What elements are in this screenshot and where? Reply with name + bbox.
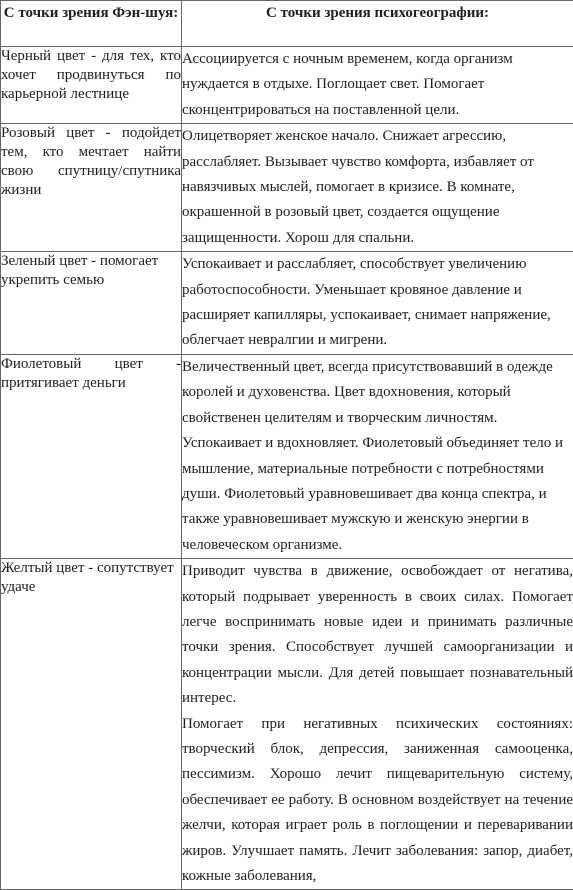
- psychogeography-cell: [182, 559, 573, 890]
- feng-shui-cell: Фиолетовый цвет - притягивает деньги: [1, 354, 182, 558]
- paragraph: Величественный цвет, всегда присутствовавший в одежде королей и духовенства. Цвет вдохновения, который свойственен целителям и творческим личностям. Успокаивает и вдохновляет. Фиолетовый объединяет тело и мышление, материальные потребности с потребностями души. Фиолетовый уравновешивает два конца спектра, и также уравновешивает мужскую и женскую энергии в человеческом организме.: [182, 355, 573, 558]
- feng-shui-cell: Розовый цвет - подойдет тем, кто мечтает найти свою спутницу/спутника жизни: [1, 124, 182, 252]
- paragraph: Помогает при негативных психических состояниях: творческий блок, депрессия, заниженная самооценка, пессимизм. Хорошо лечит пищеварительную систему, обеспечивает ее работу. В основном воздействует на течение желчи, которая играет роль в поглощении и переваривании жиров. Улучшает память. Лечит заболевания: запор, диабет, кожные заболевания,: [182, 712, 573, 890]
- psychogeography-cell: [182, 354, 573, 558]
- table-row: [1, 47, 573, 124]
- feng-shui-cell: Зеленый цвет - помогает укрепить семью: [1, 252, 182, 355]
- psychogeography-cell: [182, 124, 573, 252]
- header-psychogeography: С точки зрения психогеографии:: [182, 1, 573, 47]
- paragraph: Успокаивает и расслабляет, способствует увеличению работоспособности. Уменьшает кровяное давление и расширяет капилляры, успокаивает, снимает напряжение, облегчает невралгии и мигрени.: [182, 252, 573, 354]
- table-row: [1, 124, 573, 252]
- feng-shui-cell: Черный цвет - для тех, кто хочет продвинуться по карьерной лестнице: [1, 47, 182, 124]
- table-row: [1, 354, 573, 558]
- feng-shui-cell: Желтый цвет - сопутствует удаче: [1, 559, 182, 890]
- table-header-row: [1, 1, 573, 47]
- paragraph: Ассоциируется с ночным временем, когда организм нуждается в отдыхе. Поглощает свет. Помогает сконцентрироваться на поставленной цели.: [182, 47, 573, 123]
- paragraph: Приводит чувства в движение, освобождает от негатива, который подрывает уверенность в своих силах. Помогает легче воспринимать новые идеи и принимать различные точки зрения. Способствует лучшей самоорганизации и концентрации мысли. Для детей повышает познавательный интерес.: [182, 559, 573, 711]
- table-row: [1, 252, 573, 355]
- table-row: [1, 559, 573, 890]
- paragraph: Олицетворяет женское начало. Снижает агрессию, расслабляет. Вызывает чувство комфорта, избавляет от навязчивых мыслей, помогает в кризисе. В комнате, окрашенной в розовый цвет, создается ощущение защищенности. Хорош для спальни.: [182, 124, 573, 251]
- psychogeography-cell: [182, 47, 573, 124]
- psychogeography-cell: [182, 252, 573, 355]
- header-feng-shui: С точки зрения Фэн-шуя:: [1, 1, 182, 47]
